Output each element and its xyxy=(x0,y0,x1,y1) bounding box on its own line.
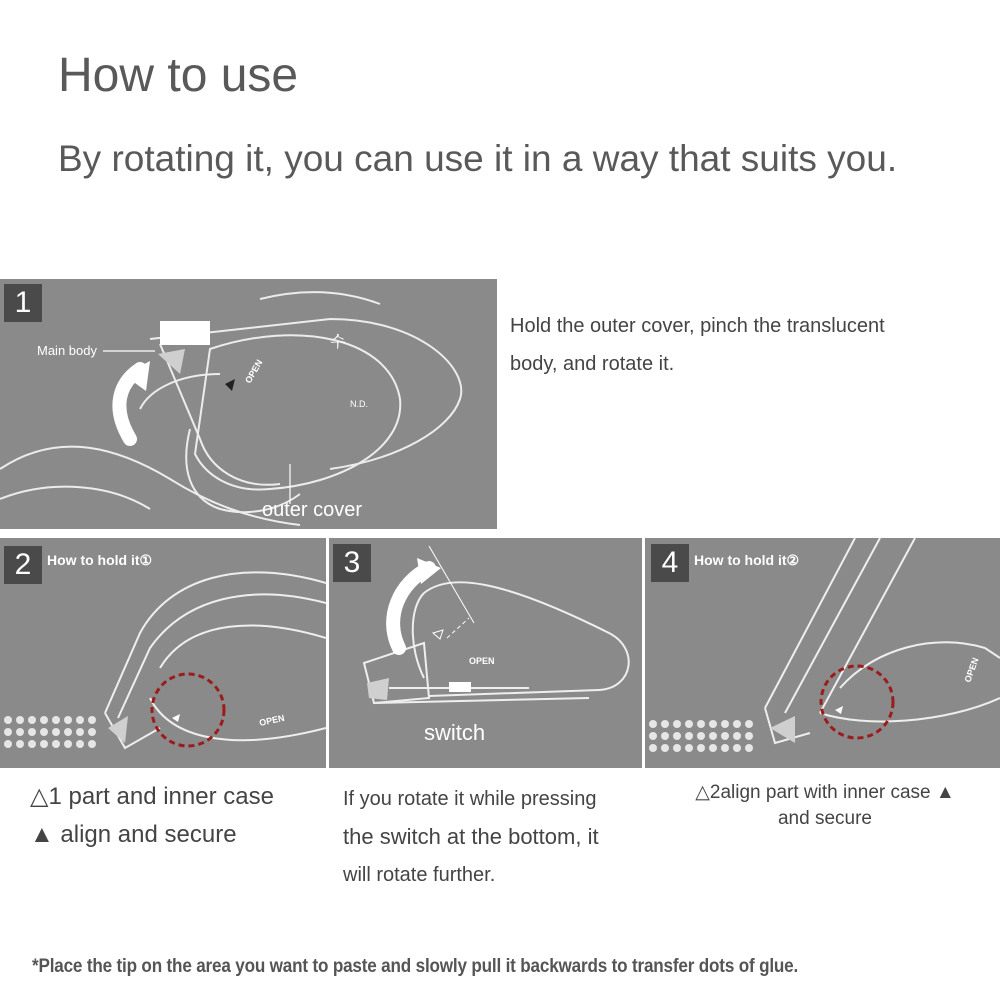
footnote: *Place the tip on the area you want to paste and slowly pull it backwards to transfer dots of glue. xyxy=(32,956,799,977)
step-3-desc-line-2: the switch at the bottom, it xyxy=(343,824,599,849)
step-4-drawing xyxy=(645,538,1000,768)
main-body-callout: Main body xyxy=(37,343,97,358)
step-1-badge: 1 xyxy=(4,284,42,322)
step-2-drawing xyxy=(0,538,326,768)
step-4-desc-line-2: and secure xyxy=(777,808,872,829)
step-2-hold-label: How to hold it① xyxy=(47,552,153,568)
switch-callout: switch xyxy=(424,720,486,745)
page-title: How to use xyxy=(58,49,299,102)
step-1-desc-line-1: Hold the outer cover, pinch the translucent xyxy=(510,315,885,337)
step-2-illustration xyxy=(0,538,326,768)
open-label-2: OPEN xyxy=(258,712,286,728)
open-label-3: OPEN xyxy=(469,656,495,666)
step-4-description xyxy=(660,780,990,832)
step-4-hold-label: How to hold it② xyxy=(694,552,800,568)
step-2-desc-line-2: ▲ align and secure xyxy=(30,821,237,848)
step-2-badge: 2 xyxy=(4,546,42,584)
step-3-illustration xyxy=(329,538,642,768)
step-3-description xyxy=(343,780,599,894)
svg-text:수: 수 xyxy=(330,334,346,351)
outer-cover-callout: outer cover xyxy=(262,499,363,521)
step-1-desc-line-2: body, and rotate it. xyxy=(510,353,675,375)
step-1-illustration xyxy=(0,279,497,529)
step-1-drawing xyxy=(0,279,497,529)
page-subtitle: By rotating it, you can use it in a way that suits you. xyxy=(58,138,898,179)
step-4-illustration xyxy=(645,538,1000,768)
step-3-desc-line-3: will rotate further. xyxy=(343,864,496,886)
open-label-1: OPEN xyxy=(243,357,265,385)
step-3-drawing xyxy=(329,538,642,768)
step-3-desc-line-1: If you rotate it while pressing xyxy=(343,788,597,810)
open-label-4: OPEN xyxy=(962,656,981,684)
step-1-description xyxy=(510,307,885,383)
step-4-desc-line-1: △2align part with inner case ▲ xyxy=(695,782,955,803)
model-label: N.D. xyxy=(350,399,368,409)
step-3-badge: 3 xyxy=(333,544,371,582)
step-4-badge: 4 xyxy=(651,544,689,582)
step-2-desc-line-1: △1 part and inner case xyxy=(30,783,274,810)
step-2-description xyxy=(30,778,274,854)
